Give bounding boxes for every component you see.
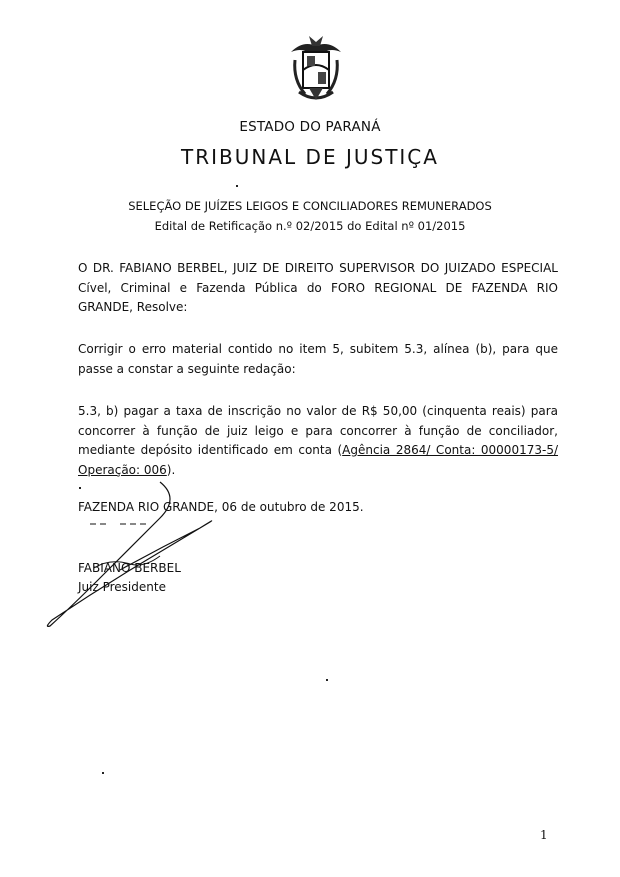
bank-account-details: Agência 2864/ Conta: 00000173-5/ Operação: 006 xyxy=(78,443,558,477)
parana-coat-of-arms-icon xyxy=(285,30,347,108)
fee-clause-end: ). xyxy=(166,462,176,477)
paragraph-fee-clause xyxy=(78,402,558,480)
fee-clause-text: 5.3, b) pagar a taxa de inscrição no valor de R$ 50,00 (cinquenta reais) para concorrer à função de juiz leigo e para concorrer à função de conciliador, mediante depósito identificado em conta ( xyxy=(78,404,558,457)
speck xyxy=(102,772,104,774)
page-number: 1 xyxy=(540,828,548,842)
signer-title: Juiz Presidente xyxy=(78,580,166,594)
dateline: FAZENDA RIO GRANDE, 06 de outubro de 2015. xyxy=(78,500,364,514)
signer-name: FABIANO BERBEL xyxy=(78,561,181,575)
speck xyxy=(326,679,328,681)
speck xyxy=(79,487,81,489)
speck xyxy=(236,185,238,187)
paragraph-correction: Corrigir o erro material contido no item 5, subitem 5.3, alínea (b), para que passe a constar a seguinte redação: xyxy=(78,342,558,376)
state-name: ESTADO DO PARANÁ xyxy=(239,119,381,135)
selection-subject: SELEÇÃO DE JUÍZES LEIGOS E CONCILIADORES REMUNERADOS xyxy=(128,199,492,213)
handwritten-signature-icon xyxy=(40,478,240,638)
court-name: TRIBUNAL DE JUSTIÇA xyxy=(181,145,439,169)
edital-reference: Edital de Retificação n.º 02/2015 do Edital nº 01/2015 xyxy=(154,219,466,233)
paragraph-resolution: O DR. FABIANO BERBEL, JUIZ DE DIREITO SUPERVISOR DO JUIZADO ESPECIAL Cível, Criminal e Fazenda Pública do FORO REGIONAL DE FAZENDA RIO GRANDE, Resolve: xyxy=(78,261,558,314)
